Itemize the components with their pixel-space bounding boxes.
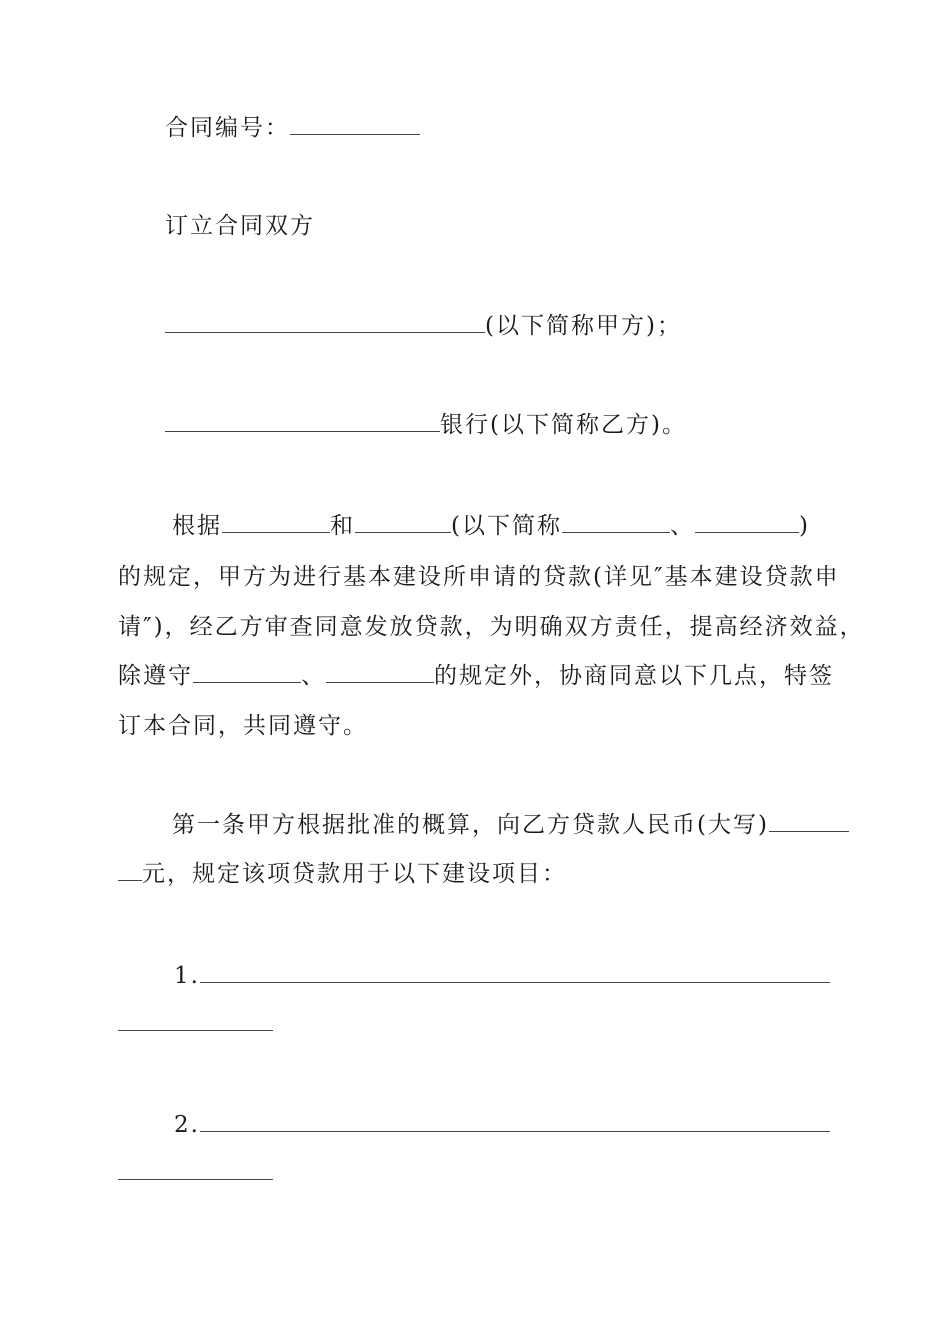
project-1-blank-cont[interactable] — [118, 1008, 273, 1031]
preamble-line-5: 订本合同，共同遵守。 — [118, 713, 368, 739]
article-1-line-2 — [118, 858, 567, 890]
loan-amount-blank[interactable] — [769, 809, 849, 832]
project-2-blank[interactable] — [200, 1109, 830, 1132]
loan-amount-blank-cont[interactable] — [118, 858, 142, 881]
preamble-text: 根据 — [172, 513, 222, 539]
preamble-text: (以下简称 — [451, 513, 562, 539]
preamble-text: ) — [798, 513, 810, 539]
abbr-1-blank[interactable] — [562, 510, 670, 533]
article-1-text: 元，规定该项贷款用于以下建设项目： — [142, 861, 567, 887]
project-1-blank[interactable] — [200, 960, 830, 983]
law-4-blank[interactable] — [326, 660, 434, 683]
law-3-blank[interactable] — [193, 660, 301, 683]
party-a-name-blank[interactable] — [165, 310, 485, 333]
party-b-suffix: 银行(以下简称乙方)。 — [440, 412, 687, 438]
contract-number-line — [165, 112, 420, 144]
project-number: 2. — [174, 1112, 200, 1138]
preamble-text: 的规定外，协商同意以下几点，特签 — [434, 663, 834, 689]
preamble-line-4 — [118, 660, 834, 692]
project-item-1-cont — [118, 1008, 273, 1040]
preamble-line-1 — [172, 510, 810, 542]
project-2-blank-cont[interactable] — [118, 1157, 273, 1180]
party-a-suffix: (以下简称甲方)； — [485, 313, 682, 339]
parties-heading: 订立合同双方 — [165, 213, 315, 239]
article-1-text: 第一条甲方根据批准的概算，向乙方贷款人民币(大写) — [172, 812, 769, 838]
preamble-text: 、 — [669, 513, 695, 539]
party-b-line — [165, 409, 687, 441]
preamble-text: 除遵守 — [118, 663, 193, 689]
preamble-text: 和 — [330, 513, 355, 539]
project-item-2 — [174, 1109, 830, 1141]
project-item-2-cont — [118, 1157, 273, 1189]
project-number: 1. — [174, 963, 200, 989]
law-1-blank[interactable] — [222, 510, 330, 533]
abbr-2-blank[interactable] — [695, 510, 799, 533]
contract-number-blank[interactable] — [290, 112, 420, 135]
preamble-text: 、 — [301, 663, 326, 689]
party-b-name-blank[interactable] — [165, 409, 440, 432]
law-2-blank[interactable] — [355, 510, 451, 533]
party-a-line — [165, 310, 682, 342]
project-item-1 — [174, 960, 830, 992]
article-1-line-1 — [172, 809, 849, 841]
preamble-line-2: 的规定，甲方为进行基本建设所申请的贷款(详见″基本建设贷款申 — [118, 564, 840, 590]
contract-number-label: 合同编号： — [165, 115, 290, 141]
preamble-line-3: 请″)，经乙方审查同意发放贷款，为明确双方责任，提高经济效益， — [118, 614, 865, 640]
